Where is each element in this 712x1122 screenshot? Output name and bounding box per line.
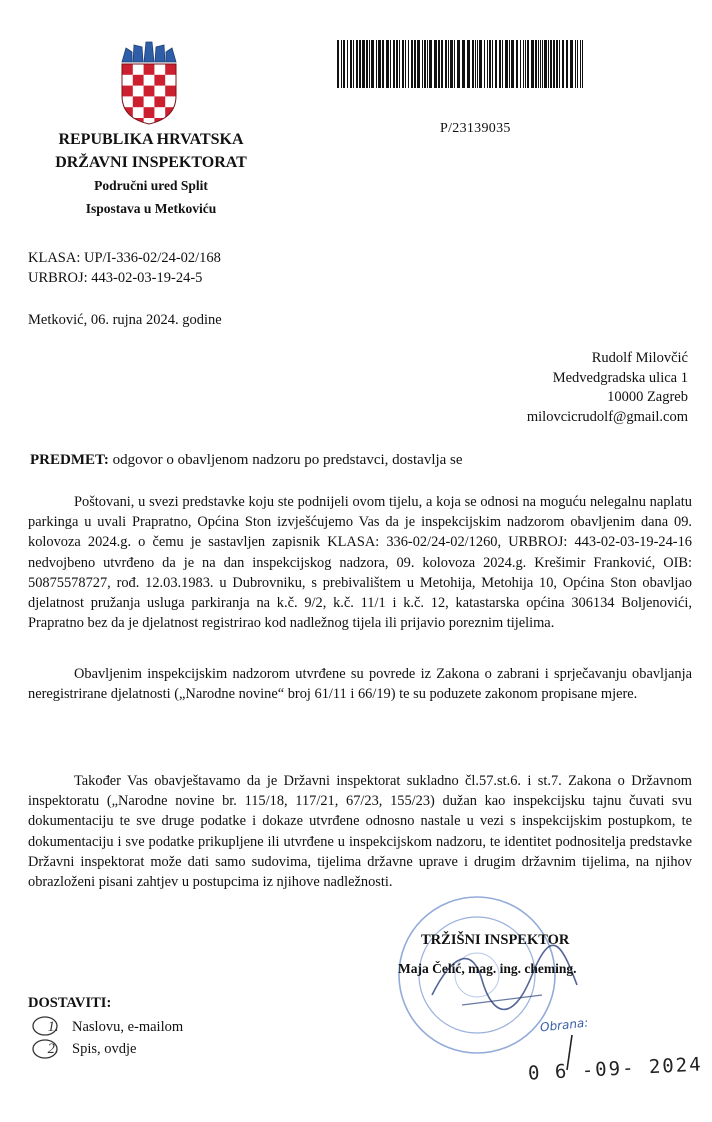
barcode-bar (553, 40, 555, 88)
barcode-bar (424, 40, 426, 88)
recipient-street: Medvedgradska ulica 1 (552, 369, 688, 386)
barcode-bar (414, 40, 416, 88)
barcode-bar (450, 40, 453, 88)
distribution-item (40, 1016, 183, 1038)
signatory-title: TRŽIŠNI INSPEKTOR (421, 932, 570, 948)
barcode-bar (341, 40, 342, 88)
subject-text: odgovor o obavljenom nadzoru po predstavci, dostavlja se (108, 452, 463, 468)
barcode-bar (429, 40, 432, 88)
barcode-bar (477, 40, 478, 88)
barcode-bar (535, 40, 537, 88)
letterhead-country: REPUBLIKA HRVATSKA (58, 131, 244, 148)
barcode-bar (434, 40, 437, 88)
barcode-bar (542, 40, 543, 88)
handwritten-signature (392, 885, 642, 1075)
barcode-bar (538, 40, 539, 88)
barcode-bar (417, 40, 420, 88)
barcode-bar (556, 40, 558, 88)
barcode-bar (366, 40, 368, 88)
distribution-item-text: Spis, ovdje (72, 1041, 137, 1057)
barcode-bar (362, 40, 365, 88)
barcode-bar (566, 40, 568, 88)
barcode-bar (559, 40, 560, 88)
letterhead (12, 128, 290, 220)
barcode-bar (438, 40, 440, 88)
body-paragraph-1: Poštovani, u svezi predstavke koju ste podnijeli ovom tijelu, a koja se odnosi na moguću nelegalnu naplatu parkinga u uvali Prapratno, Općina Ston izvješćujemo Vas da je inspekcijskim nadzorom obavljenim dana 09. kolovoza 2024.g. o čemu je sastavljen zapisnik KLASA: 336-02/24-02/1260, URBROJ: 443-02-03-19-24-16 nedvojbeno utvrđeno da je na dan inspekcijskog nadzora, 09. kolovoza 2024.g. Krešimir Franković, OIB: 50875578727, rođ. 12.03.1983. u Dubrovniku, s prebivalištem u Metohija, Metohija 10, Općina Ston obavljao djelatnost pružanja usluga parkiranja na k.č. 9/2, k.č. 11/1 i k.č. 12, katastarska općina 306134 Boljenovići, Prapratno bez da je djelatnost registrirao kod nadležnog tijela ili prijavio poreznim tijelima. (28, 494, 692, 632)
barcode-number: P/23139035 (440, 121, 511, 136)
barcode-bar (399, 40, 400, 88)
barcode-bar (511, 40, 514, 88)
distribution-item-number: 2. (47, 1041, 59, 1057)
barcode-bar (441, 40, 443, 88)
barcode-bar (516, 40, 518, 88)
barcode-bar (402, 40, 404, 88)
barcode-bar (575, 40, 576, 88)
distribution-list (40, 1016, 183, 1060)
barcode-bar (448, 40, 449, 88)
barcode-bar (457, 40, 460, 88)
distribution-title: DOSTAVITI: (28, 995, 112, 1011)
letterhead-office: Područni ured Split (94, 178, 208, 193)
barcode-bar (371, 40, 374, 88)
body-paragraph-3: Također Vas obavještavamo da je Državni inspektorat sukladno čl.57.st.6. i st.7. Zakona o Državnom inspektoratu („Narodne novine br. 115/18, 117/21, 67/23, 155/23) dužan kao inspekcijsku tajnu čuvati svu dokumentaciju te sve druge podatke i dokaze utvrđene odnosno nastale u vezi s inspekcijskim postupkom, te dokumentaciju i sve podatke prikupljene ili utvrđene u inspekcijskom nadzoru, te identitet podnositelja predstavke Državni inspektorat može dati samo sudovima, tijelima državne uprave i drugim državnim tijelima, na njihov obrazloženi pisani zahtjev u postupcima iz njihove nadležnosti. (28, 773, 692, 891)
barcode-bar (505, 40, 508, 88)
barcode-bar (499, 40, 501, 88)
distribution-item (40, 1038, 183, 1060)
barcode-bar (523, 40, 524, 88)
barcode-bar (580, 40, 581, 88)
recipient-name: Rudolf Milovčić (591, 350, 688, 366)
barcode-bar (369, 40, 370, 88)
barcode-bar (376, 40, 377, 88)
barcode-bar (527, 40, 529, 88)
urbroj-line: URBROJ: 443-02-03-19-24-5 (28, 270, 203, 286)
recipient-email: milovcicrudolf@gmail.com (526, 408, 688, 425)
barcode-bar (378, 40, 381, 88)
subject-label: PREDMET: (30, 452, 109, 468)
barcode-bar (550, 40, 552, 88)
barcode-bar (347, 40, 348, 88)
barcode-bar (570, 40, 573, 88)
barcode-bar (502, 40, 503, 88)
stamp-note: Obrana: (539, 1015, 589, 1035)
barcode-bar (492, 40, 493, 88)
barcode-bar (353, 40, 354, 88)
barcode-bar (445, 40, 447, 88)
barcode-bar (509, 40, 510, 88)
barcode-bar (475, 40, 476, 88)
barcode-bar (548, 40, 549, 88)
received-date-stamp: 0 6 -09- 2024 (527, 1053, 704, 1085)
distribution-item-text: Naslovu, e-mailom (72, 1019, 184, 1035)
barcode-bar (393, 40, 395, 88)
place-date-line: Metković, 06. rujna 2024. godine (28, 312, 222, 328)
barcode-bar (422, 40, 423, 88)
barcode-bar (484, 40, 485, 88)
barcode-bar (427, 40, 428, 88)
barcode-bar (577, 40, 578, 88)
barcode-bar (525, 40, 526, 88)
barcode-bar (386, 40, 389, 88)
barcode-bar (396, 40, 398, 88)
reference-block (28, 248, 221, 288)
barcode-bar (405, 40, 406, 88)
recipient-address (527, 349, 688, 427)
klasa-line: KLASA: UP/I-336-02/24-02/168 (28, 250, 221, 266)
letterhead-agency: DRŽAVNI INSPEKTORAT (55, 154, 247, 171)
barcode-bar (337, 40, 339, 88)
barcode-bar (495, 40, 497, 88)
barcode-bar (382, 40, 384, 88)
croatian-coat-of-arms-icon (118, 40, 180, 125)
barcode-bar (520, 40, 521, 88)
barcode-bar (350, 40, 352, 88)
signatory-name: Maja Čelić, mag. ing. cheming. (398, 961, 577, 976)
barcode-bar (487, 40, 488, 88)
barcode-bar (544, 40, 547, 88)
body-paragraph-2: Obavljenim inspekcijskim nadzorom utvrđene su povrede iz Zakona o zabrani i sprječavanju obavljanja neregistrirane djelatnosti („Narodne novine“ broj 61/11 i 66/19) te su poduzete zakonom propisane mjere. (28, 666, 692, 703)
distribution-item-number: 1. (47, 1019, 59, 1035)
barcode-bar (359, 40, 361, 88)
barcode (335, 40, 585, 88)
barcode-bar (411, 40, 413, 88)
letterhead-branch: Ispostava u Metkoviću (85, 201, 217, 216)
barcode-bar (531, 40, 534, 88)
barcode-bar (462, 40, 465, 88)
recipient-city: 10000 Zagreb (607, 389, 688, 405)
barcode-bar (454, 40, 455, 88)
subject-line (30, 452, 463, 469)
barcode-bar (390, 40, 391, 88)
barcode-bar (540, 40, 541, 88)
barcode-bar (467, 40, 470, 88)
barcode-bar (343, 40, 345, 88)
barcode-bar (356, 40, 358, 88)
barcode-bar (489, 40, 491, 88)
barcode-bar (472, 40, 474, 88)
barcode-bar (479, 40, 482, 88)
barcode-bar (562, 40, 564, 88)
barcode-bar (582, 40, 583, 88)
barcode-bar (408, 40, 409, 88)
